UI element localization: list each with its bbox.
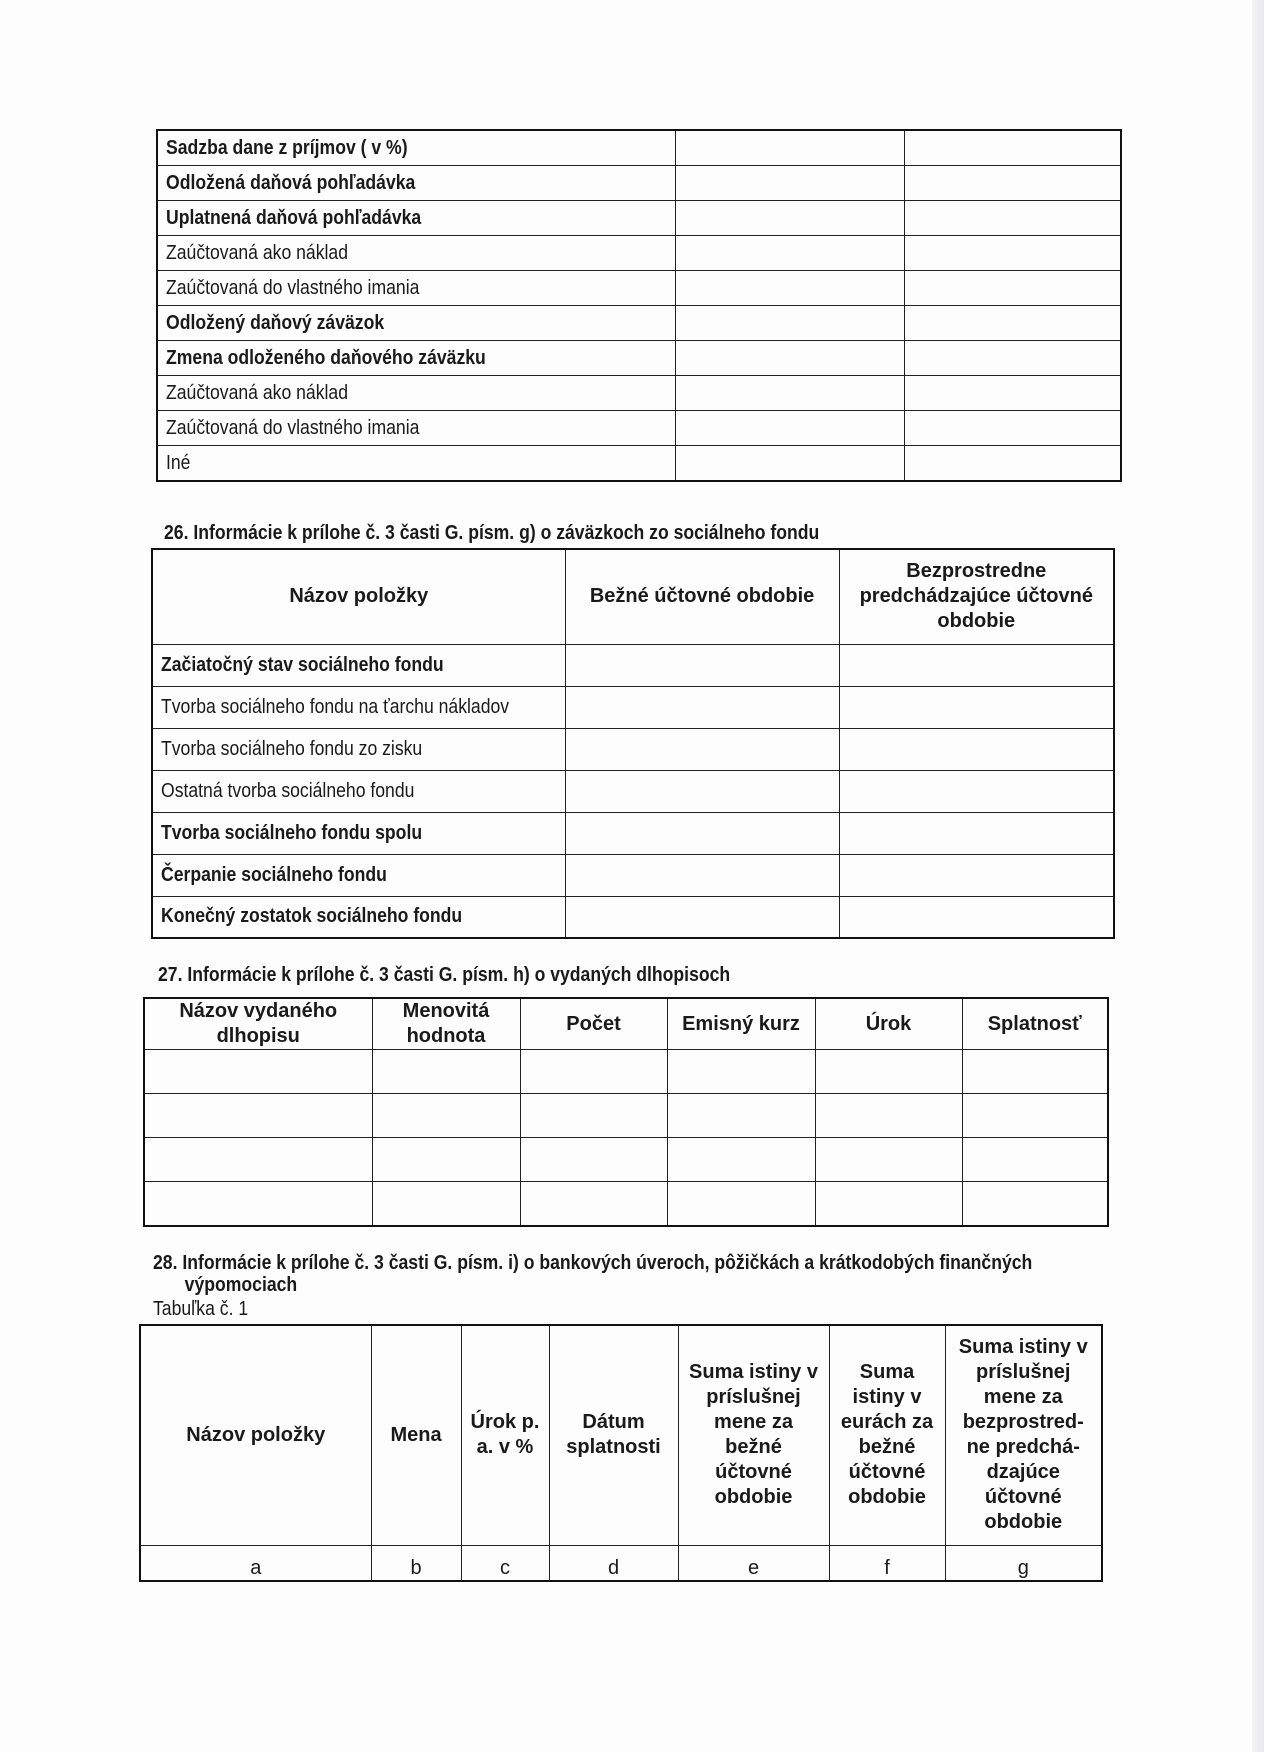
- table-row: [157, 341, 1121, 376]
- row-label-text: Zaúčtovaná do vlastného imania: [166, 416, 420, 439]
- row-label-text: Začiatočný stav sociálneho fondu: [161, 653, 444, 676]
- section-26-heading: 26. Informácie k prílohe č. 3 časti G. písm. g) o záväzkoch zo sociálneho fondu: [164, 522, 820, 544]
- col-header: Úrok p. a. v %: [461, 1325, 549, 1545]
- col-letter: c: [461, 1545, 549, 1581]
- col-header: Menovitá hodnota: [372, 998, 520, 1050]
- row-label-text: Tvorba sociálneho fondu na ťarchu nákladov: [161, 695, 510, 718]
- col-letter: g: [945, 1545, 1102, 1581]
- row-label: [157, 201, 675, 236]
- value-cell[interactable]: [904, 376, 1121, 411]
- value-cell[interactable]: [667, 1094, 815, 1138]
- deferred-tax-table: [156, 129, 1122, 482]
- value-cell[interactable]: [675, 236, 904, 271]
- value-cell[interactable]: [565, 770, 839, 812]
- row-label: [152, 728, 565, 770]
- col-letter: b: [371, 1545, 461, 1581]
- value-cell[interactable]: [675, 411, 904, 446]
- value-cell[interactable]: [675, 341, 904, 376]
- value-cell[interactable]: [839, 728, 1114, 770]
- table-label: Tabuľka č. 1: [153, 1298, 249, 1320]
- row-label: [157, 236, 675, 271]
- col-header: Počet: [520, 998, 667, 1050]
- row-label: [157, 446, 675, 482]
- table-row: [152, 854, 1114, 896]
- col-header: Bežné účtovné obdobie: [565, 549, 839, 644]
- value-cell[interactable]: [904, 341, 1121, 376]
- row-label-text: Konečný zostatok sociálneho fondu: [161, 905, 463, 928]
- row-label-text: Sadzba dane z príjmov ( v %): [166, 136, 408, 159]
- value-cell[interactable]: [144, 1138, 372, 1182]
- value-cell[interactable]: [904, 201, 1121, 236]
- value-cell[interactable]: [372, 1094, 520, 1138]
- value-cell[interactable]: [565, 686, 839, 728]
- value-cell[interactable]: [815, 1094, 962, 1138]
- value-cell[interactable]: [667, 1182, 815, 1226]
- col-header: Dátum splatnosti: [549, 1325, 678, 1545]
- row-label: [152, 686, 565, 728]
- row-label: [152, 770, 565, 812]
- social-fund-table: [151, 548, 1115, 939]
- value-cell[interactable]: [675, 201, 904, 236]
- col-header: Názov položky: [152, 549, 565, 644]
- value-cell[interactable]: [565, 896, 839, 938]
- row-label-text: Tvorba sociálneho fondu spolu: [161, 821, 423, 844]
- table-row: [144, 1094, 1108, 1138]
- value-cell[interactable]: [520, 1138, 667, 1182]
- row-label-text: Zaúčtovaná ako náklad: [166, 381, 348, 404]
- section-27-heading: 27. Informácie k prílohe č. 3 časti G. písm. h) o vydaných dlhopisoch: [158, 964, 731, 986]
- value-cell[interactable]: [667, 1138, 815, 1182]
- row-label-text: Tvorba sociálneho fondu zo zisku: [161, 737, 423, 760]
- col-header: Emisný kurz: [667, 998, 815, 1050]
- table-row: [157, 130, 1121, 166]
- value-cell[interactable]: [675, 376, 904, 411]
- row-label: [152, 812, 565, 854]
- value-cell[interactable]: [565, 644, 839, 686]
- value-cell[interactable]: [144, 1050, 372, 1094]
- value-cell[interactable]: [962, 1050, 1108, 1094]
- table-row: [152, 644, 1114, 686]
- row-label: [157, 411, 675, 446]
- col-header: Splatnosť: [962, 998, 1108, 1050]
- value-cell[interactable]: [815, 1138, 962, 1182]
- table-row: [152, 770, 1114, 812]
- table-row: [157, 271, 1121, 306]
- row-label-text: Odložený daňový záväzok: [166, 311, 385, 334]
- col-letter: f: [829, 1545, 945, 1581]
- row-label-text: Zaúčtovaná do vlastného imania: [166, 276, 420, 299]
- value-cell[interactable]: [904, 236, 1121, 271]
- table-row: [152, 896, 1114, 938]
- value-cell[interactable]: [904, 306, 1121, 341]
- value-cell[interactable]: [904, 446, 1121, 482]
- row-label: [157, 376, 675, 411]
- row-label-text: Odložená daňová pohľadávka: [166, 171, 416, 194]
- table-row: [144, 1050, 1108, 1094]
- value-cell[interactable]: [565, 812, 839, 854]
- value-cell[interactable]: [372, 1182, 520, 1226]
- value-cell[interactable]: [565, 728, 839, 770]
- value-cell[interactable]: [839, 686, 1114, 728]
- col-letter: d: [549, 1545, 678, 1581]
- value-cell[interactable]: [839, 812, 1114, 854]
- value-cell[interactable]: [962, 1094, 1108, 1138]
- value-cell[interactable]: [520, 1094, 667, 1138]
- col-letter: a: [140, 1545, 371, 1581]
- row-label-text: Zmena odloženého daňového záväzku: [166, 346, 486, 369]
- row-label: [157, 130, 675, 166]
- col-header: Suma istiny v príslušnej mene za bezprostred-ne predchá-dzajúce účtovné obdobie: [945, 1325, 1102, 1545]
- col-header: Bezprostredne predchádzajúce účtovné obdobie: [839, 549, 1114, 644]
- col-header: Suma istiny v príslušnej mene za bežné účtovné obdobie: [678, 1325, 829, 1545]
- value-cell[interactable]: [815, 1050, 962, 1094]
- table-row: [144, 1182, 1108, 1226]
- value-cell[interactable]: [675, 306, 904, 341]
- col-header: Názov položky: [140, 1325, 371, 1545]
- value-cell[interactable]: [675, 446, 904, 482]
- value-cell[interactable]: [520, 1182, 667, 1226]
- value-cell[interactable]: [904, 271, 1121, 306]
- table-row: [157, 411, 1121, 446]
- section-28-heading: 28. Informácie k prílohe č. 3 časti G. písm. i) o bankových úveroch, pôžičkách a krátkodobých finančných výpomociach: [153, 1252, 1033, 1296]
- value-cell[interactable]: [815, 1182, 962, 1226]
- table-row: [157, 166, 1121, 201]
- row-label: [157, 271, 675, 306]
- value-cell[interactable]: [565, 854, 839, 896]
- bonds-table: [143, 997, 1109, 1227]
- row-label: [157, 341, 675, 376]
- col-letter: e: [678, 1545, 829, 1581]
- bank-loans-table: [139, 1324, 1103, 1582]
- table-row: [157, 306, 1121, 341]
- value-cell[interactable]: [962, 1182, 1108, 1226]
- value-cell[interactable]: [675, 166, 904, 201]
- row-label: [152, 854, 565, 896]
- table-row: [157, 446, 1121, 482]
- row-label-text: Čerpanie sociálneho fondu: [161, 863, 387, 886]
- row-label-text: Zaúčtovaná ako náklad: [166, 241, 348, 264]
- table-row: [157, 201, 1121, 236]
- table-row: [152, 728, 1114, 770]
- value-cell[interactable]: [144, 1182, 372, 1226]
- value-cell[interactable]: [675, 130, 904, 166]
- value-cell[interactable]: [372, 1138, 520, 1182]
- row-label: [152, 896, 565, 938]
- col-header: Názov vydaného dlhopisu: [144, 998, 372, 1050]
- value-cell[interactable]: [839, 854, 1114, 896]
- table-row: [144, 1138, 1108, 1182]
- value-cell[interactable]: [675, 271, 904, 306]
- col-header: Suma istiny v eurách za bežné účtovné obdobie: [829, 1325, 945, 1545]
- row-label: [152, 644, 565, 686]
- value-cell[interactable]: [839, 644, 1114, 686]
- value-cell[interactable]: [904, 166, 1121, 201]
- table-row: [152, 686, 1114, 728]
- value-cell[interactable]: [372, 1050, 520, 1094]
- value-cell[interactable]: [904, 411, 1121, 446]
- value-cell[interactable]: [520, 1050, 667, 1094]
- value-cell[interactable]: [839, 896, 1114, 938]
- table-row: [157, 376, 1121, 411]
- row-label: [157, 306, 675, 341]
- value-cell[interactable]: [839, 770, 1114, 812]
- row-label-text: Ostatná tvorba sociálneho fondu: [161, 779, 415, 802]
- value-cell[interactable]: [667, 1050, 815, 1094]
- row-label-text: Uplatnená daňová pohľadávka: [166, 206, 422, 229]
- col-header: Mena: [371, 1325, 461, 1545]
- col-header: Úrok: [815, 998, 962, 1050]
- value-cell[interactable]: [962, 1138, 1108, 1182]
- table-row: [152, 812, 1114, 854]
- value-cell[interactable]: [904, 130, 1121, 166]
- row-label: [157, 166, 675, 201]
- table-row: [157, 236, 1121, 271]
- value-cell[interactable]: [144, 1094, 372, 1138]
- row-label-text: Iné: [166, 451, 191, 474]
